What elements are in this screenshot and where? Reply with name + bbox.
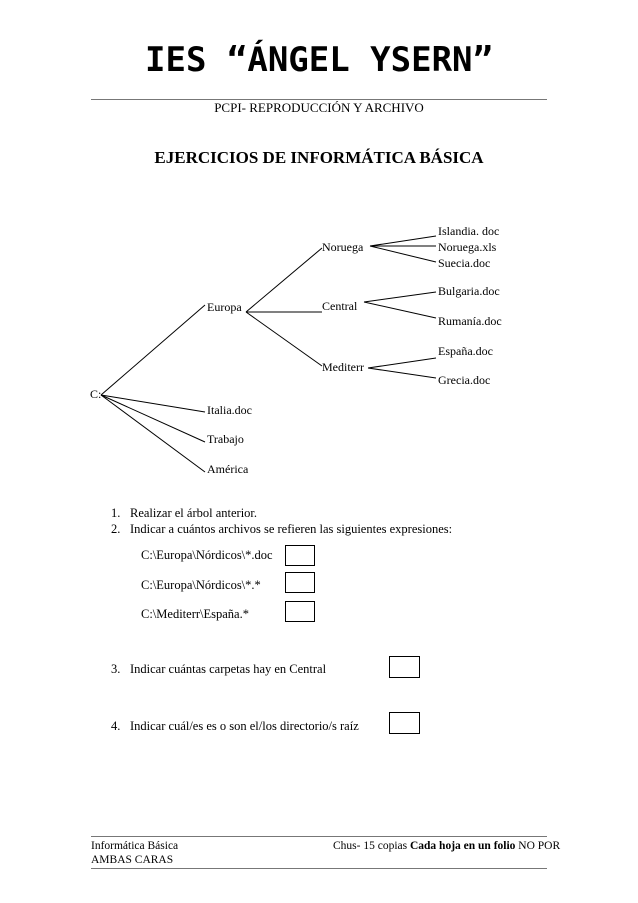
question-1-number: 1.	[111, 506, 121, 520]
file-grecia: Grecia.doc	[438, 373, 491, 387]
answer-box-expression-2[interactable]	[285, 572, 315, 593]
footer-left-line1: Informática Básica	[91, 840, 179, 852]
footer-tail: NO POR	[515, 840, 561, 852]
question-4-number: 4.	[111, 719, 121, 733]
edge-root-europa	[101, 305, 205, 395]
edge-europa-noruega	[246, 248, 322, 312]
node-trabajo: Trabajo	[207, 432, 244, 446]
footer-left-line2: AMBAS CARAS	[91, 854, 174, 866]
node-america: América	[207, 462, 249, 476]
edge-mediterr-espana	[368, 358, 436, 368]
course-subtitle: PCPI- REPRODUCCIÓN Y ARCHIVO	[214, 100, 424, 115]
edge-root-italia	[101, 395, 205, 412]
file-noruega-xls: Noruega.xls	[438, 240, 497, 254]
node-mediterr: Mediterr	[322, 360, 364, 374]
node-europa: Europa	[207, 300, 242, 314]
answer-box-question-3[interactable]	[389, 656, 420, 678]
school-name: IES “ÁNGEL YSERN”	[145, 40, 493, 80]
edge-root-trabajo	[101, 395, 205, 442]
edge-root-america	[101, 395, 205, 472]
expression-3: C:\Mediterr\España.*	[141, 607, 249, 621]
footer-right-note	[333, 840, 560, 852]
node-central: Central	[322, 299, 358, 313]
question-1-text: Realizar el árbol anterior.	[130, 506, 258, 520]
footer-emphasis: Cada hoja en un folio	[409, 840, 516, 852]
question-3-number: 3.	[111, 662, 121, 676]
file-islandia: Islandia. doc	[438, 224, 500, 238]
node-noruega: Noruega	[322, 240, 364, 254]
file-bulgaria: Bulgaria.doc	[438, 284, 500, 298]
question-2-text: Indicar a cuántos archivos se refieren las siguientes expresiones:	[130, 522, 453, 536]
footer-rule-bottom	[91, 868, 547, 869]
answer-box-expression-1[interactable]	[285, 545, 315, 566]
answer-box-expression-3[interactable]	[285, 601, 315, 622]
question-2-number: 2.	[111, 522, 121, 536]
expression-1: C:\Europa\Nórdicos\*.doc	[141, 548, 273, 562]
question-3-text: Indicar cuántas carpetas hay en Central	[130, 662, 327, 676]
file-rumania: Rumanía.doc	[438, 314, 502, 328]
file-suecia: Suecia.doc	[438, 256, 491, 270]
page-title: EJERCICIOS DE INFORMÁTICA BÁSICA	[154, 148, 484, 167]
question-4-text: Indicar cuál/es es o son el/los directorio/s raíz	[130, 719, 359, 733]
edge-noruega-suecia	[370, 246, 436, 262]
footer-rule-top	[91, 836, 547, 837]
edge-europa-mediterr	[246, 312, 322, 366]
node-italia: Italia.doc	[207, 403, 252, 417]
node-root: C:	[90, 387, 102, 401]
footer-copies: Chus- 15 copias	[333, 840, 410, 852]
answer-box-question-4[interactable]	[389, 712, 420, 734]
edge-noruega-islandia	[370, 236, 436, 246]
edge-mediterr-grecia	[368, 368, 436, 378]
file-espana: España.doc	[438, 344, 493, 358]
expression-2: C:\Europa\Nórdicos\*.*	[141, 578, 261, 592]
edge-central-rumania	[364, 302, 436, 318]
edge-central-bulgaria	[364, 292, 436, 302]
